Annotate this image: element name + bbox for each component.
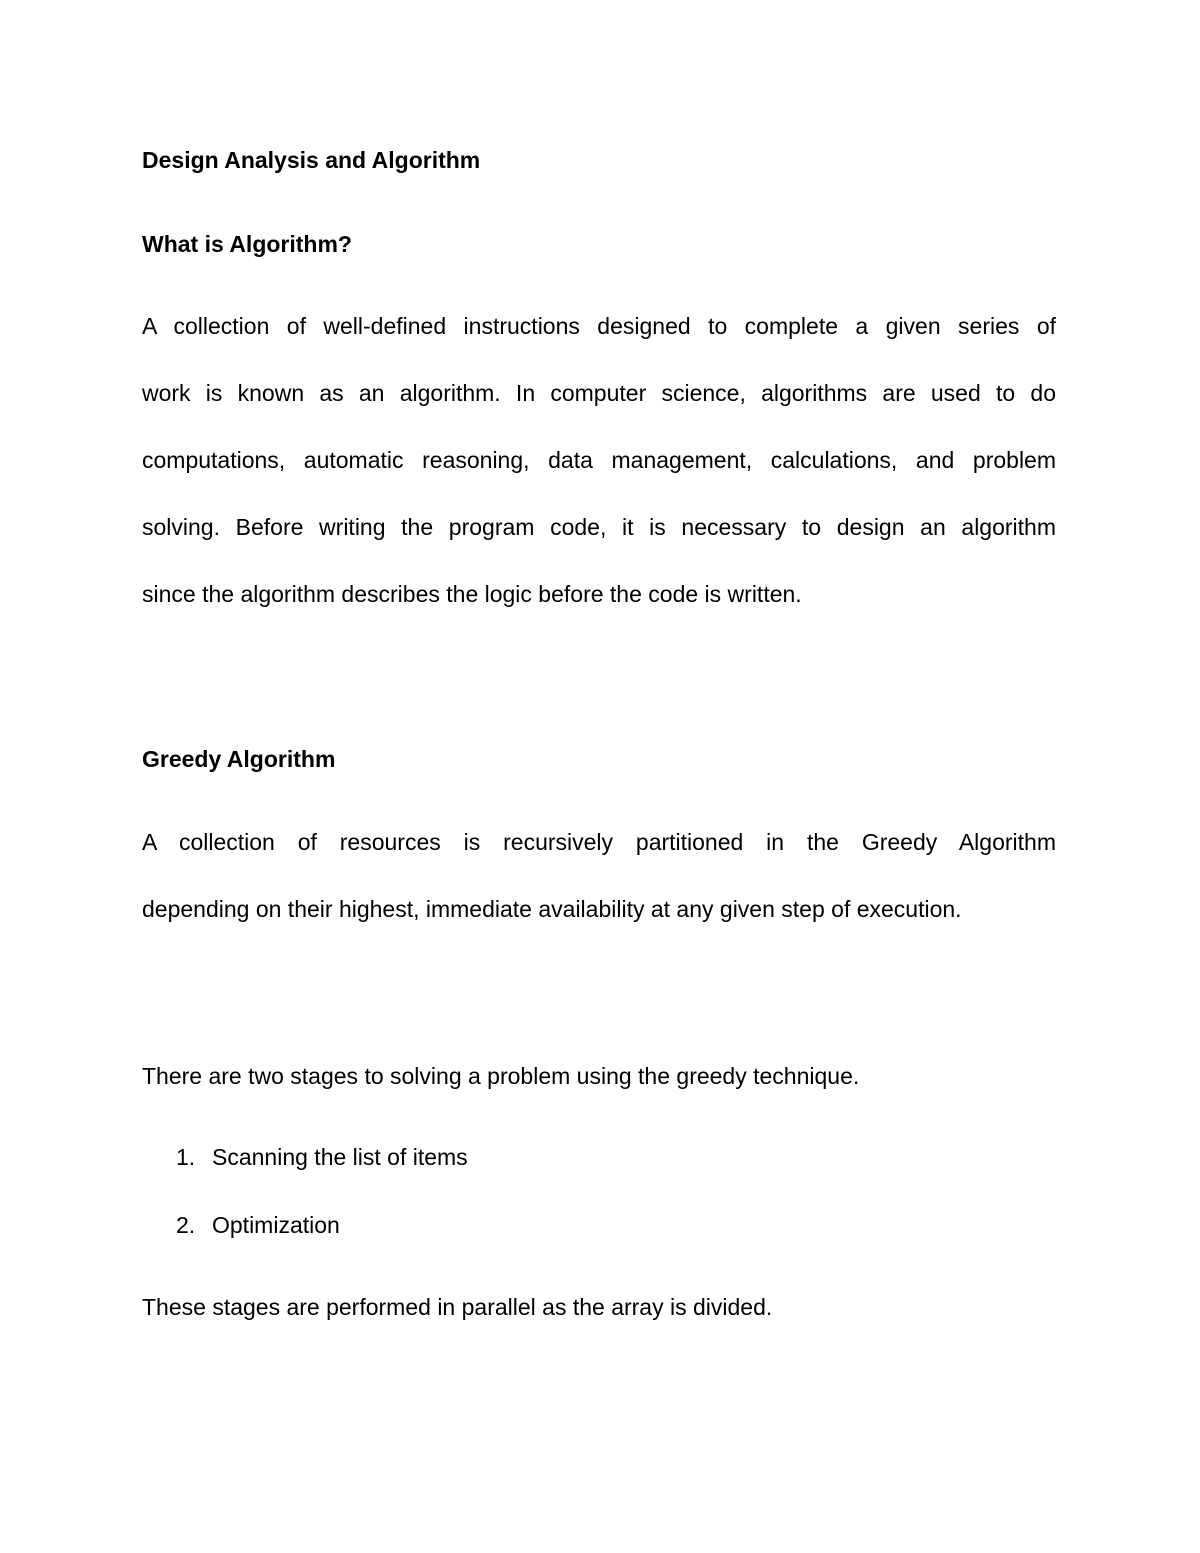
document-title: Design Analysis and Algorithm [142, 147, 481, 173]
paragraph-line: depending on their highest, immediate availability at any given step of execution. [142, 896, 962, 922]
list-item [176, 1143, 468, 1171]
paragraph-line: since the algorithm describes the logic before the code is written. [142, 581, 802, 607]
list-text: Optimization [212, 1212, 340, 1238]
list-text: Scanning the list of items [212, 1144, 468, 1170]
closing-paragraph: These stages are performed in parallel as the array is divided. [142, 1294, 773, 1320]
section-heading-what-is-algorithm: What is Algorithm? [142, 231, 352, 257]
paragraph-line: solving. Before writing the program code, it is necessary to design an algorithm [142, 514, 1056, 540]
paragraph-line: computations, automatic reasoning, data management, calculations, and problem [142, 447, 1056, 473]
paragraph-line: A collection of well-defined instructions designed to complete a given series of [142, 313, 1056, 339]
list-item [176, 1211, 340, 1239]
paragraph-line: work is known as an algorithm. In computer science, algorithms are used to do [142, 380, 1056, 406]
list-number: 1. [176, 1144, 196, 1170]
paragraph-line: A collection of resources is recursively partitioned in the Greedy Algorithm [142, 829, 1056, 855]
section-heading-greedy-algorithm: Greedy Algorithm [142, 746, 336, 772]
list-number: 2. [176, 1212, 196, 1238]
list-intro: There are two stages to solving a problem using the greedy technique. [142, 1063, 860, 1089]
